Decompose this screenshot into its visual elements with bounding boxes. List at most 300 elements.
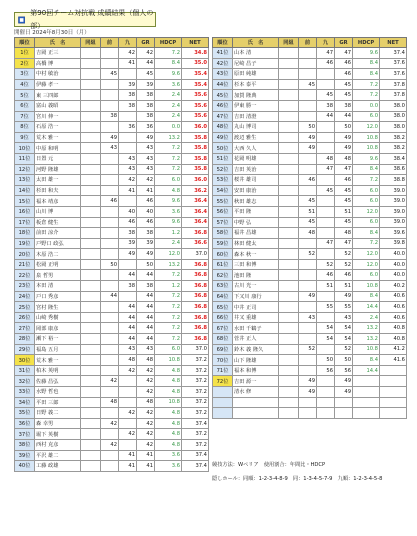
cell-group — [81, 196, 101, 207]
cell-back: 42 — [119, 48, 137, 59]
cell-rank: 60位 — [213, 249, 233, 260]
cell-back — [119, 387, 137, 398]
cell-rank: 39位 — [15, 450, 35, 461]
table-row — [15, 143, 209, 154]
cell-net: 35.4 — [182, 79, 209, 90]
cell-group — [279, 132, 299, 143]
cell-gross: 49 — [137, 249, 155, 260]
table-row — [213, 249, 407, 260]
cell-back: 41 — [119, 461, 137, 472]
cell-gross: 49 — [335, 376, 353, 387]
cell-back: 42 — [119, 365, 137, 376]
cell-gross: 42 — [137, 408, 155, 419]
cell-back: 45 — [317, 185, 335, 196]
cell-gross: 40 — [137, 206, 155, 217]
cell-front — [101, 249, 119, 260]
cell-gross: 46 — [335, 175, 353, 186]
cell-hdcp: 0.0 — [353, 100, 380, 111]
table-row — [213, 323, 407, 334]
cell-name: 堀下 英樹 — [35, 429, 81, 440]
cell-gross: 36 — [137, 122, 155, 133]
cell-gross: 45 — [335, 196, 353, 207]
cell-gross: 44 — [137, 302, 155, 313]
cell-front: 51 — [299, 206, 317, 217]
cell-name: 加賀 隆典 — [233, 90, 279, 101]
cell-net: 39.6 — [380, 228, 407, 239]
cell-back: 45 — [317, 90, 335, 101]
cell-gross: 50 — [137, 259, 155, 270]
cell-name: 戸口 秀彦 — [35, 291, 81, 302]
cell-group — [81, 249, 101, 260]
cell-rank: 27位 — [15, 323, 35, 334]
cell-net: 36.8 — [182, 312, 209, 323]
cell-rank: 30位 — [15, 355, 35, 366]
cell-hdcp — [353, 397, 380, 408]
cell-group — [81, 206, 101, 217]
event-date: 開催日 2024年8月30日（月） — [14, 30, 90, 36]
cell-name: 富山 義昭 — [35, 100, 81, 111]
header-group: 同組 — [279, 38, 299, 48]
cell-back — [317, 196, 335, 207]
cell-back: 49 — [119, 249, 137, 260]
cell-net: 38.2 — [380, 143, 407, 154]
cell-net: 36.8 — [182, 270, 209, 281]
cell-front — [101, 323, 119, 334]
table-row — [213, 312, 407, 323]
cell-name: 前田 涼介 — [35, 228, 81, 239]
cell-gross: 47 — [335, 238, 353, 249]
cell-group — [81, 302, 101, 313]
cell-back — [317, 132, 335, 143]
cell-net: 40.6 — [380, 291, 407, 302]
cell-net: 39.0 — [380, 217, 407, 228]
cell-back: 48 — [317, 153, 335, 164]
table-row — [213, 132, 407, 143]
cell-gross: 43 — [137, 344, 155, 355]
cell-hdcp: 7.2 — [155, 153, 182, 164]
cell-group — [81, 79, 101, 90]
cell-back: 55 — [317, 302, 335, 313]
cell-front: 42 — [101, 439, 119, 450]
cell-group — [81, 175, 101, 186]
cell-front: 46 — [101, 196, 119, 207]
cell-rank: 53位 — [213, 175, 233, 186]
cell-net: 36.8 — [182, 323, 209, 334]
cell-hdcp: 6.0 — [155, 175, 182, 186]
cell-name: 板倉 健生 — [35, 217, 81, 228]
table-row — [15, 312, 209, 323]
table-row — [15, 450, 209, 461]
cell-back: 46 — [119, 217, 137, 228]
cell-group — [81, 450, 101, 461]
cell-back — [119, 196, 137, 207]
table-row — [213, 270, 407, 281]
cell-hdcp: 1.2 — [155, 281, 182, 292]
header-back: 九 — [317, 38, 335, 48]
cell-group — [81, 132, 101, 143]
cell-front — [299, 69, 317, 80]
cell-hdcp: 6.0 — [353, 196, 380, 207]
cell-gross: 50 — [335, 122, 353, 133]
cell-net: 35.0 — [182, 58, 209, 69]
cell-back: 39 — [119, 238, 137, 249]
cell-net: 37.2 — [182, 429, 209, 440]
cell-front: 45 — [101, 69, 119, 80]
cell-hdcp: 3.6 — [155, 79, 182, 90]
table-row — [213, 217, 407, 228]
cell-name: 清水 修 — [233, 387, 279, 398]
cell-hdcp: 4.8 — [155, 439, 182, 450]
cell-gross: 38 — [137, 228, 155, 239]
cell-name: 伊東 勝一 — [233, 100, 279, 111]
cell-rank: 15位 — [15, 196, 35, 207]
cell-front — [101, 100, 119, 111]
cell-rank: 72位 — [213, 376, 233, 387]
cell-gross: 38 — [137, 100, 155, 111]
cell-back: 41 — [119, 450, 137, 461]
cell-gross: 43 — [137, 153, 155, 164]
cell-back: 44 — [119, 270, 137, 281]
cell-gross: 38 — [335, 100, 353, 111]
table-row — [213, 196, 407, 207]
cell-gross: 43 — [137, 143, 155, 154]
cell-back — [119, 439, 137, 450]
cell-group — [81, 58, 101, 69]
cell-hdcp: 7.2 — [155, 48, 182, 59]
cell-name: 中野 弘 — [233, 217, 279, 228]
cell-group — [279, 323, 299, 334]
cell-group — [279, 153, 299, 164]
table-row — [15, 228, 209, 239]
cell-rank: 55位 — [213, 196, 233, 207]
cell-group — [81, 122, 101, 133]
table-row — [213, 238, 407, 249]
cell-net: 39.8 — [380, 238, 407, 249]
cell-rank: 33位 — [15, 387, 35, 398]
cell-net: 39.0 — [380, 185, 407, 196]
cell-front — [101, 408, 119, 419]
cell-back: 52 — [317, 259, 335, 270]
cell-hdcp: 8.4 — [353, 355, 380, 366]
cell-name: 宮村 隆生 — [35, 302, 81, 313]
cell-group — [279, 334, 299, 345]
table-row — [15, 153, 209, 164]
cell-net: 40.8 — [380, 323, 407, 334]
cell-back — [317, 249, 335, 260]
cell-rank: 42位 — [213, 58, 233, 69]
cell-rank: 22位 — [15, 270, 35, 281]
cell-gross: 41 — [137, 461, 155, 472]
cell-hdcp: 13.2 — [155, 259, 182, 270]
cell-net: 37.4 — [182, 450, 209, 461]
cell-rank: 68位 — [213, 334, 233, 345]
table-row — [15, 291, 209, 302]
cell-gross: 48 — [335, 228, 353, 239]
cell-front — [101, 185, 119, 196]
table-row — [213, 387, 407, 398]
cell-rank: 20位 — [15, 249, 35, 260]
cell-front — [299, 302, 317, 313]
cell-front: 48 — [101, 397, 119, 408]
cell-front — [101, 461, 119, 472]
cell-group — [81, 143, 101, 154]
cell-rank: 7位 — [15, 111, 35, 122]
cell-net: 40.6 — [380, 302, 407, 313]
cell-front — [299, 281, 317, 292]
cell-hdcp: 2.4 — [353, 312, 380, 323]
cell-name: 日野 義二 — [35, 408, 81, 419]
cell-rank: 45位 — [213, 90, 233, 101]
cell-group — [279, 397, 299, 408]
cell-rank: 54位 — [213, 185, 233, 196]
header-front: 前 — [101, 38, 119, 48]
cell-hdcp: 3.6 — [155, 450, 182, 461]
cell-back: 47 — [317, 48, 335, 59]
table-row — [15, 355, 209, 366]
cell-back: 47 — [317, 164, 335, 175]
cell-gross: 45 — [335, 90, 353, 101]
table-row — [15, 418, 209, 429]
cell-net: 36.4 — [182, 206, 209, 217]
cell-group — [279, 69, 299, 80]
cell-front — [101, 164, 119, 175]
cell-group — [81, 48, 101, 59]
cell-front: 49 — [299, 132, 317, 143]
cell-net: 36.0 — [182, 122, 209, 133]
cell-back: 40 — [119, 206, 137, 217]
cell-group — [81, 376, 101, 387]
cell-back: 54 — [317, 334, 335, 345]
table-row — [15, 334, 209, 345]
header-name: 氏 名 — [35, 38, 81, 48]
cell-name: 安田 康治 — [233, 185, 279, 196]
cell-back — [119, 132, 137, 143]
cell-group — [81, 217, 101, 228]
table-row — [15, 238, 209, 249]
cell-net: 37.4 — [182, 418, 209, 429]
cell-hdcp: 7.2 — [155, 312, 182, 323]
cell-hdcp: 12.0 — [353, 122, 380, 133]
cell-hdcp: 13.2 — [353, 323, 380, 334]
cell-net — [380, 397, 407, 408]
cell-hdcp: 4.8 — [155, 376, 182, 387]
cell-gross: 42 — [137, 376, 155, 387]
cell-name: 戸野口 政弘 — [35, 238, 81, 249]
cell-rank: 1位 — [15, 48, 35, 59]
cell-hdcp: 9.6 — [155, 196, 182, 207]
cell-group — [279, 228, 299, 239]
cell-gross: 48 — [335, 153, 353, 164]
cell-gross: 55 — [335, 302, 353, 313]
cell-net: 36.4 — [182, 196, 209, 207]
cell-group — [81, 461, 101, 472]
table-row — [213, 153, 407, 164]
header-net: NET — [182, 38, 209, 48]
cell-rank: 32位 — [15, 376, 35, 387]
cell-name: 秋田 雄志 — [233, 196, 279, 207]
cell-net: 36.8 — [182, 228, 209, 239]
cell-gross: 44 — [137, 323, 155, 334]
cell-hdcp: 10.8 — [353, 281, 380, 292]
cell-hdcp: 12.0 — [155, 249, 182, 260]
cell-net: 37.2 — [182, 439, 209, 450]
cell-gross: 45 — [335, 185, 353, 196]
cell-hdcp: 10.8 — [353, 143, 380, 154]
table-row — [15, 164, 209, 175]
cell-rank: 51位 — [213, 153, 233, 164]
cell-hdcp: 4.8 — [155, 418, 182, 429]
cell-back: 39 — [119, 79, 137, 90]
cell-hdcp: 7.2 — [353, 238, 380, 249]
cell-rank — [213, 387, 233, 398]
table-row — [15, 217, 209, 228]
cell-rank: 9位 — [15, 132, 35, 143]
results-table-right — [212, 37, 407, 419]
cell-rank: 2位 — [15, 58, 35, 69]
cell-name: 太田 雄一 — [35, 175, 81, 186]
cell-back: 41 — [119, 58, 137, 69]
cell-name: 中原 和明 — [35, 143, 81, 154]
table-row — [213, 122, 407, 133]
cell-front: 44 — [101, 291, 119, 302]
cell-net: 38.2 — [380, 132, 407, 143]
cell-gross: 44 — [137, 334, 155, 345]
cell-rank: 61位 — [213, 259, 233, 270]
cell-hdcp: 8.4 — [353, 58, 380, 69]
cell-group — [279, 206, 299, 217]
table-row — [15, 132, 209, 143]
cell-back: 56 — [317, 365, 335, 376]
cell-name: 松岡 正明 — [35, 259, 81, 270]
cell-name: 日置 元 — [35, 153, 81, 164]
cell-name: 丸山 博司 — [233, 122, 279, 133]
cell-name: 杉田 和夫 — [35, 185, 81, 196]
cell-hdcp: 7.2 — [353, 90, 380, 101]
cell-name — [233, 408, 279, 419]
cell-net: 37.2 — [182, 397, 209, 408]
cell-net: 36.8 — [182, 291, 209, 302]
cell-front — [299, 259, 317, 270]
cell-rank: 57位 — [213, 217, 233, 228]
cell-group — [81, 418, 101, 429]
table-row — [15, 270, 209, 281]
table-row — [15, 408, 209, 419]
cell-front: 49 — [299, 387, 317, 398]
cell-net: 36.8 — [182, 259, 209, 270]
cell-net: 41.2 — [380, 344, 407, 355]
cell-hdcp: 7.2 — [353, 175, 380, 186]
cell-net: 38.4 — [380, 153, 407, 164]
cell-front: 42 — [101, 376, 119, 387]
cell-gross: 43 — [137, 164, 155, 175]
cell-back: 42 — [119, 408, 137, 419]
cell-hdcp: 9.6 — [353, 48, 380, 59]
header-hdcp: HDCP — [353, 38, 380, 48]
cell-group — [81, 153, 101, 164]
cell-rank: 71位 — [213, 365, 233, 376]
cell-gross: 48 — [137, 355, 155, 366]
cell-front: 43 — [299, 312, 317, 323]
cell-rank: 5位 — [15, 90, 35, 101]
cell-group — [279, 387, 299, 398]
cell-group — [81, 69, 101, 80]
cell-gross: 52 — [335, 259, 353, 270]
cell-hdcp: 14.4 — [353, 302, 380, 313]
cell-hdcp: 7.2 — [155, 164, 182, 175]
cell-net: 37.2 — [182, 365, 209, 376]
cell-front: 43 — [101, 143, 119, 154]
cell-group — [81, 291, 101, 302]
cell-back: 50 — [317, 355, 335, 366]
cell-back: 54 — [317, 323, 335, 334]
table-row — [15, 58, 209, 69]
cell-front: 49 — [299, 376, 317, 387]
header-front: 前 — [299, 38, 317, 48]
footer-method: 競技方法：Wペリア 使用割合：年間比・HDCP — [212, 462, 326, 468]
cell-front — [101, 270, 119, 281]
cell-back: 43 — [119, 164, 137, 175]
cell-group — [279, 58, 299, 69]
cell-back: 38 — [119, 281, 137, 292]
cell-front — [299, 100, 317, 111]
cell-back: 44 — [119, 312, 137, 323]
cell-gross: 42 — [137, 175, 155, 186]
cell-net: 37.8 — [380, 90, 407, 101]
cell-front — [299, 58, 317, 69]
cell-rank: 67位 — [213, 323, 233, 334]
cell-rank: 62位 — [213, 270, 233, 281]
table-row — [213, 111, 407, 122]
cell-front — [101, 122, 119, 133]
cell-hdcp: 2.4 — [155, 111, 182, 122]
cell-front: 48 — [299, 228, 317, 239]
cell-front — [101, 48, 119, 59]
cell-name: 尼崎 昌子 — [233, 58, 279, 69]
cell-net: 38.6 — [380, 164, 407, 175]
cell-group — [279, 100, 299, 111]
cell-hdcp: 4.8 — [155, 408, 182, 419]
cell-back — [317, 143, 335, 154]
cell-net: 40.0 — [380, 249, 407, 260]
cell-front — [101, 228, 119, 239]
cell-name: 工藤 政雄 — [35, 461, 81, 472]
cell-group — [279, 270, 299, 281]
cell-front: 45 — [299, 79, 317, 90]
cell-gross: 42 — [137, 418, 155, 429]
cell-front — [101, 387, 119, 398]
cell-group — [81, 429, 101, 440]
cell-name: 下又川 康行 — [233, 291, 279, 302]
cell-group — [279, 312, 299, 323]
table-row — [15, 397, 209, 408]
cell-front: 45 — [299, 217, 317, 228]
cell-hdcp: 14.4 — [353, 365, 380, 376]
table-row — [15, 175, 209, 186]
table-row — [213, 365, 407, 376]
cell-back — [119, 291, 137, 302]
cell-name: 吉田 清澄 — [233, 111, 279, 122]
cell-name: 中井 正司 — [233, 302, 279, 313]
cell-net: 37.6 — [380, 69, 407, 80]
cell-net: 38.0 — [380, 111, 407, 122]
cell-front: 52 — [299, 344, 317, 355]
cell-net: 40.2 — [380, 281, 407, 292]
cell-group — [279, 217, 299, 228]
cell-gross: 42 — [137, 48, 155, 59]
cell-group — [81, 387, 101, 398]
cell-front — [299, 164, 317, 175]
cell-hdcp: 3.6 — [155, 206, 182, 217]
